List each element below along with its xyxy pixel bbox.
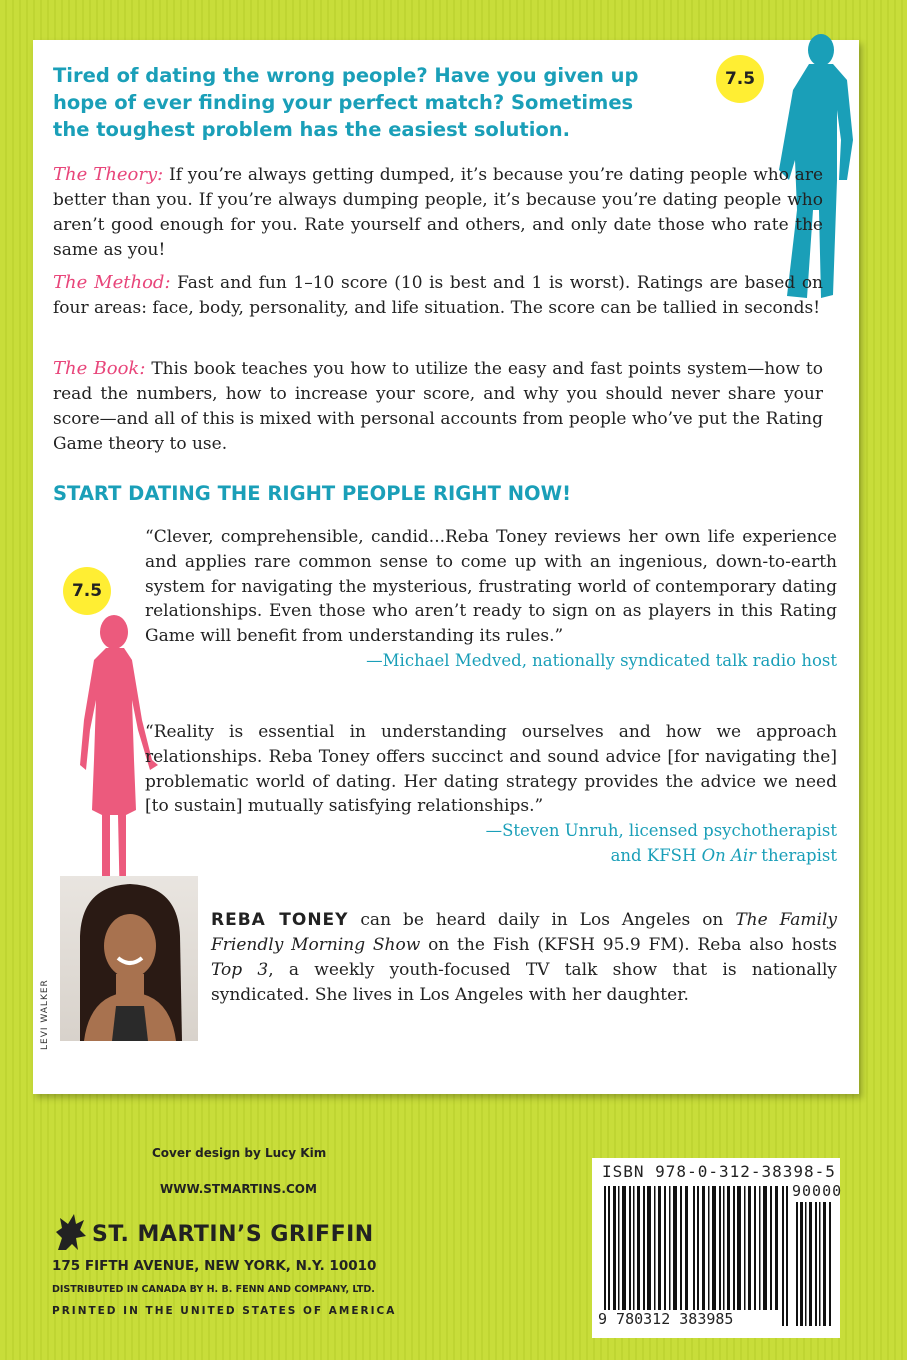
photo-credit: LEVI WALKER	[40, 979, 50, 1050]
author-bio: REBA TONEY can be heard daily in Los Angeles on The Family Friendly Morning Show on the Fish (KFSH 95.9 FM). Reba also hosts Top 3, a weekly youth-focused TV talk show that is nationally syndicated. She lives in Los Angeles with her daughter.	[211, 910, 837, 1005]
publisher-address: 175 FIFTH AVENUE, NEW YORK, N.Y. 10010	[52, 1258, 377, 1274]
quote-medved-text: “Clever, comprehensible, candid...Reba Toney reviews her own life experience and applies rare common sense to come up with an ingenious, down-to-earth system for navigating the mysterious, frustrating world of contemporary dating relationships. Even those who aren’t ready to sign on as players in this Rating Game will benefit from understanding its rules.”	[145, 527, 837, 647]
quote-unruh-text: “Reality is essential in understanding ourselves and how we approach relationships. Reba Toney offers succinct and sound advice [for navigating the] problematic world of dating. Her dating strategy provides the advice we need [to sustain] mutually satisfying relationships.”	[145, 722, 837, 817]
isbn-number: ISBN 978-0-312-38398-5	[602, 1162, 836, 1181]
quote-medved	[145, 525, 837, 674]
book-text: This book teaches you how to utilize the easy and fast points system—how to read the numbers, how to increase your score, and why you should never share your score—and all of this is mixed with personal accounts from people who’ve put the Rating Game theory to use.	[53, 359, 823, 454]
publisher-website: WWW.STMARTINS.COM	[160, 1182, 317, 1196]
quote-medved-attribution: —Michael Medved, nationally syndicated talk radio host	[366, 650, 837, 670]
method-paragraph	[53, 270, 823, 321]
method-label: The Method:	[53, 272, 171, 293]
call-to-action: START DATING THE RIGHT PEOPLE RIGHT NOW!	[53, 482, 572, 505]
canada-distribution: DISTRIBUTED IN CANADA BY H. B. FENN AND COMPANY, LTD.	[52, 1284, 375, 1295]
author-name: REBA TONEY	[211, 910, 349, 930]
author-photo	[60, 876, 198, 1041]
quote-unruh	[145, 720, 837, 869]
griffin-logo-icon	[52, 1212, 90, 1252]
book-label: The Book:	[53, 358, 146, 379]
isbn-barcode	[592, 1158, 843, 1338]
book-paragraph	[53, 356, 823, 457]
price-code: 90000	[792, 1182, 843, 1200]
cover-design-credit: Cover design by Lucy Kim	[152, 1146, 327, 1160]
show-title-2: Top 3	[211, 960, 269, 980]
theory-paragraph	[53, 162, 823, 263]
author-portrait-icon	[60, 876, 198, 1041]
quote-unruh-attribution: —Steven Unruh, licensed psychotherapist	[485, 821, 837, 841]
theory-text: If you’re always getting dumped, it’s because you’re dating people who are better than you. If you’re always dumping people, it’s because you’re dating people who aren’t good enough for you. Rate yourself and others, and only date those who rate the same as you!	[53, 165, 824, 260]
show-title-1: The Family Friendly Morning Show	[211, 910, 837, 955]
theory-label: The Theory:	[53, 164, 164, 185]
intro-headline: Tired of dating the wrong people? Have you given up hope of ever finding your perfect match? Sometimes the toughest problem has the easiest solution.	[53, 64, 639, 141]
woman-rating-badge: 7.5	[63, 567, 111, 615]
barcode-bars-icon	[602, 1186, 792, 1326]
method-text: Fast and fun 1–10 score (10 is best and 1 is worst). Ratings are based on four areas: face, body, personality, and life situation. The score can be tallied in seconds!	[53, 273, 823, 318]
man-rating-badge: 7.5	[716, 55, 764, 103]
addon-barcode-bars-icon	[795, 1202, 835, 1326]
back-cover-panel	[33, 40, 859, 1094]
quote-unruh-attribution-2: and KFSH On Air therapist	[610, 845, 837, 865]
publisher-name: ST. MARTIN’S GRIFFIN	[92, 1222, 374, 1247]
barcode-digits: 9 780312 383985	[598, 1310, 734, 1328]
printed-in: PRINTED IN THE UNITED STATES OF AMERICA	[52, 1305, 397, 1317]
